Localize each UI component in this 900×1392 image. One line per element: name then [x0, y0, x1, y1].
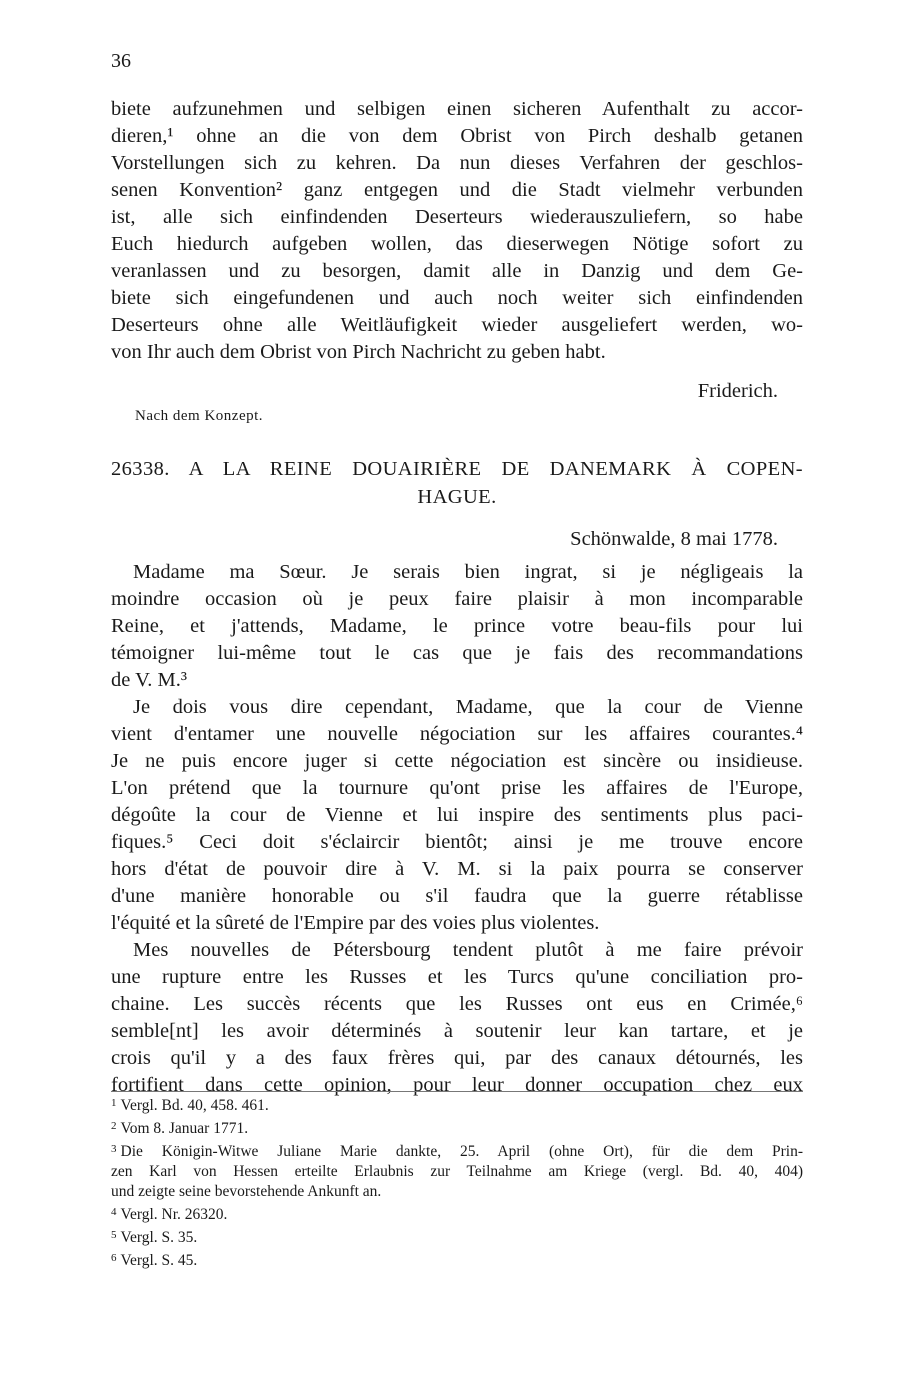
- footnote-mark: 5: [111, 1229, 117, 1241]
- footnote: [111, 1116, 803, 1139]
- heading-line: HAGUE.: [417, 486, 497, 508]
- text-line: biete sich eingefundenen und auch noch weiter sich einfindenden: [111, 287, 803, 309]
- text-line: Je ne puis encore juger si cette négociation est sincère ou insidieuse.: [111, 750, 803, 772]
- document-heading: [111, 455, 803, 511]
- text-line: semble[nt] les avoir déterminés à soutenir leur kan tartare, et je: [111, 1020, 803, 1042]
- footnotes: [111, 1093, 803, 1271]
- text-line: L'on prétend que la tournure qu'ont prise les affaires de l'Europe,: [111, 777, 803, 799]
- paragraph: [111, 559, 803, 694]
- text-line: témoigner lui-même tout le cas que je fais des recommandations: [111, 642, 803, 664]
- text-line: vient d'entamer une nouvelle négociation sur les affaires courantes.⁴: [111, 723, 803, 745]
- signature: Friderich.: [697, 380, 778, 402]
- text-line: moindre occasion où je peux faire plaisir à mon incomparable: [111, 588, 803, 610]
- footnote-text: Die Königin-Witwe Juliane Marie dankte, 25. April (ohne Ort), für die dem Prin-: [120, 1143, 803, 1160]
- text-line: d'une manière honorable ou s'il faudra que la guerre rétablisse: [111, 885, 803, 907]
- text-line: une rupture entre les Russes et les Turcs qu'une conciliation pro-: [111, 966, 803, 988]
- text-line: veranlassen und zu besorgen, damit alle in Danzig und dem Ge-: [111, 260, 803, 282]
- letter1-body: [111, 96, 803, 366]
- footnote-mark: 3: [111, 1143, 117, 1155]
- footnote: [111, 1225, 803, 1248]
- source-note: Nach dem Konzept.: [135, 408, 264, 424]
- footnote: [111, 1093, 803, 1116]
- text-line: Je dois vous dire cependant, Madame, que la cour de Vienne: [133, 696, 803, 718]
- page-number: 36: [111, 50, 131, 72]
- text-line: Reine, et j'attends, Madame, le prince votre beau-fils pour lui: [111, 615, 803, 637]
- text-line: Madame ma Sœur. Je serais bien ingrat, si je négligeais la: [133, 561, 803, 583]
- footnote: [111, 1202, 803, 1225]
- footnote-mark: 2: [111, 1120, 117, 1132]
- text-line: chaine. Les succès récents que les Russes ont eus en Crimée,⁶: [111, 993, 803, 1015]
- text-line: hors d'état de pouvoir dire à V. M. si la paix pourra se conserver: [111, 858, 803, 880]
- text-line: senen Konvention² ganz entgegen und die Stadt vielmehr verbunden: [111, 179, 803, 201]
- text-line: Deserteurs ohne alle Weitläufigkeit wieder ausgeliefert werden, wo-: [111, 314, 803, 336]
- text-line: dégoûte la cour de Vienne et lui inspire des sentiments plus paci-: [111, 804, 803, 826]
- footnote-text: Vergl. S. 35.: [120, 1229, 198, 1246]
- footnote-text: Vergl. Bd. 40, 458. 461.: [120, 1097, 269, 1114]
- text-line: Euch hiedurch aufgeben wollen, das dieserwegen Nötige sofort zu: [111, 233, 803, 255]
- footnote-mark: 1: [111, 1097, 117, 1109]
- text-line: de V. M.³: [111, 669, 188, 691]
- footnote-mark: 4: [111, 1206, 117, 1218]
- letter2-body: [111, 559, 803, 1099]
- text-line: biete aufzunehmen und selbigen einen sicheren Aufenthalt zu accor-: [111, 98, 803, 120]
- footnote-text: zen Karl von Hessen erteilte Erlaubnis zur Teilnahme am Kriege (vergl. Bd. 40, 404): [111, 1163, 803, 1180]
- footnote-divider: [111, 1091, 803, 1092]
- heading-line: 26338. A LA REINE DOUAIRIÈRE DE DANEMARK À COPEN-: [111, 458, 803, 480]
- text-line: dieren,¹ ohne an die von dem Obrist von Pirch deshalb getanen: [111, 125, 803, 147]
- text-line: Vorstellungen sich zu kehren. Da nun dieses Verfahren der geschlos-: [111, 152, 803, 174]
- text-line: l'équité et la sûreté de l'Empire par des voies plus violentes.: [111, 912, 600, 934]
- text-line: ist, alle sich einfindenden Deserteurs wiederauszuliefern, so habe: [111, 206, 803, 228]
- text-line: Mes nouvelles de Pétersbourg tendent plutôt à me faire prévoir: [133, 939, 803, 961]
- text-line: crois qu'il y a des faux frères qui, par des canaux détournés, les: [111, 1047, 803, 1069]
- footnote: [111, 1139, 803, 1202]
- footnote: [111, 1248, 803, 1271]
- text-line: fiques.⁵ Ceci doit s'éclaircir bientôt; ainsi je me trouve encore: [111, 831, 803, 853]
- footnote-text: und zeigte seine bevorstehende Ankunft an.: [111, 1183, 382, 1200]
- paragraph: [111, 937, 803, 1099]
- dateline: Schönwalde, 8 mai 1778.: [570, 528, 778, 550]
- footnote-mark: 6: [111, 1252, 117, 1264]
- footnote-text: Vergl. Nr. 26320.: [120, 1206, 228, 1223]
- text-line: fortifient dans cette opinion, pour leur donner occupation chez eux: [111, 1074, 803, 1096]
- text-line: von Ihr auch dem Obrist von Pirch Nachricht zu geben habt.: [111, 341, 606, 363]
- paragraph: [111, 694, 803, 937]
- footnote-text: Vergl. S. 45.: [120, 1252, 198, 1269]
- footnote-text: Vom 8. Januar 1771.: [120, 1120, 249, 1137]
